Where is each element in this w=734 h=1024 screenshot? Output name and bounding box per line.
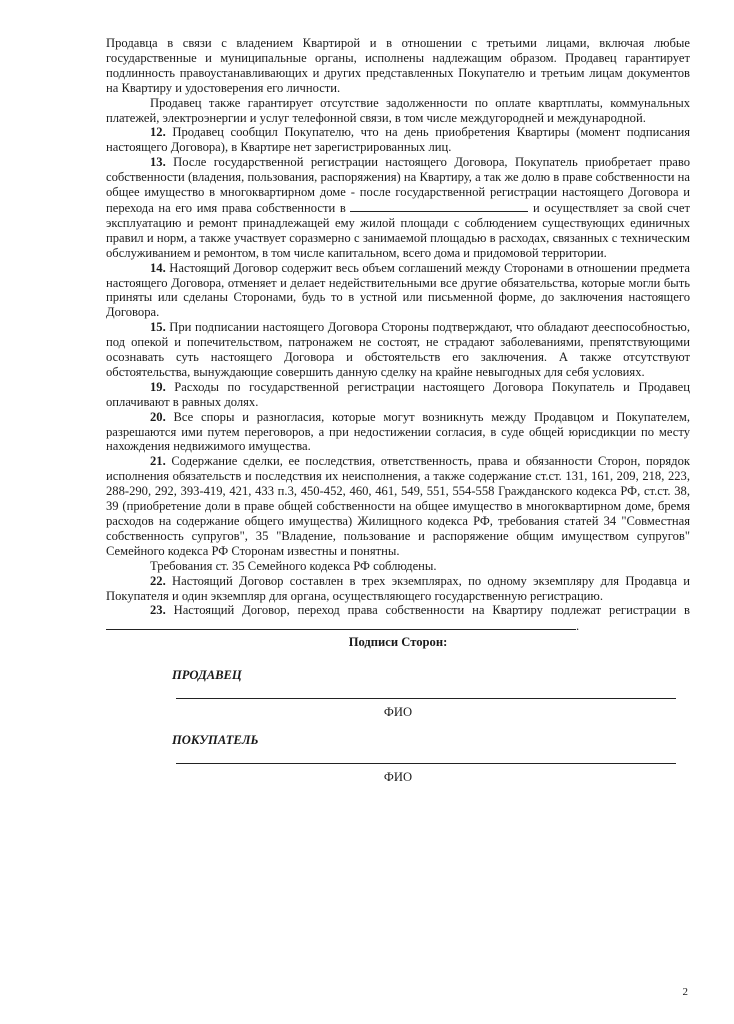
registration-authority-blank-field	[106, 618, 576, 630]
clause-text: При подписании настоящего Договора Стороны подтверждают, что обладают дееспособностью, под опекой и попечительством, патронажем не состоят, не страдают заболеваниями, препятствующими осознавать суть настоящего Договора и обстоятельств его заключения. А также отсутствуют обстоятельства, вынуждающие совершить данную сделку на крайне невыгодных для себя условиях.	[106, 320, 690, 379]
paragraph-22	[106, 574, 690, 604]
buyer-fio-label: ФИО	[383, 770, 413, 785]
clause-text: и осуществляет за свой счет эксплуатацию и ремонт принадлежащей ему жилой площади с соблюдением существующих единичных правил и норм, а также участвует соразмерно с занимаемой площадью в расходах, связанных с техническим обслуживанием и ремонтом, в том числе капитальном, всего дома и придомовой территории.	[106, 200, 690, 260]
buyer-label: ПОКУПАТЕЛЬ	[172, 733, 259, 748]
signatures-title: Подписи Сторон:	[348, 635, 448, 650]
seller-fio-label: ФИО	[383, 705, 413, 720]
paragraph-21	[106, 454, 690, 558]
document-body	[106, 36, 690, 785]
clause-text: Настоящий Договор, переход права собственности на Квартиру подлежат регистрации в	[165, 603, 690, 618]
clause-number: 14.	[150, 260, 166, 275]
clause-number: 21.	[150, 454, 166, 469]
seller-label: ПРОДАВЕЦ	[172, 668, 242, 683]
clause-number: 19.	[150, 379, 166, 394]
paragraph-12	[106, 125, 690, 155]
paragraph-15	[106, 320, 690, 380]
paragraph-debts: Продавец также гарантирует отсутствие задолженности по оплате квартплаты, коммунальных платежей, электроэнергии и услуг телефонной связи, в том числе междугородней и международной.	[106, 95, 690, 125]
registration-blank-field	[350, 200, 528, 212]
clause-text: Все споры и разногласия, которые могут возникнуть между Продавцом и Покупателем, разрешаются ими путем переговоров, а при недостижении согласия, в суде общей юрисдикции по месту нахождения недвижимого имущества.	[106, 409, 690, 454]
clause-number: 12.	[150, 125, 166, 140]
clause-end-period: .	[576, 619, 580, 634]
paragraph-13	[106, 155, 690, 260]
paragraph-19	[106, 380, 690, 410]
clause-text: Расходы по государственной регистрации настоящего Договора Покупатель и Продавец оплачивают в равных долях.	[106, 379, 690, 409]
clause-text: После государственной регистрации настоящего Договора, Покупатель приобретает право собственности (владения, пользования, распоряжения) на Квартиру, а так же долю в праве собственности на общее имущество в многоквартирном доме - после государственной регистрации настоящего Договора и перехода на его имя права собственности в	[106, 155, 690, 215]
paragraph-seller-guarantee: Продавца в связи с владением Квартирой и в отношении с третьими лицами, включая любые государственные и муниципальные органы, исполнены надлежащим образом. Продавец гарантирует подлинность правоустанавливающих и других представленных Покупателю и третьим лицам документов на Квартиру и удостоверения его личности.	[106, 36, 690, 95]
paragraph-23	[106, 603, 690, 634]
clause-number: 22.	[150, 573, 166, 588]
paragraph-14	[106, 261, 690, 321]
clause-text: Продавец сообщил Покупателю, что на день приобретения Квартиры (момент подписания настоящего Договора), в Квартире нет зарегистрированных лиц.	[106, 125, 690, 155]
clause-number: 15.	[150, 320, 166, 335]
clause-text: Настоящий Договор содержит весь объем соглашений между Сторонами в отношении предмета настоящего Договора, отменяет и делает недействительными все другие обязательства, которые могли быть приняты или сделаны Сторонами, будь то в устной или письменной форме, до заключения настоящего Договора.	[106, 260, 690, 320]
clause-text: Содержание сделки, ее последствия, ответственность, права и обязанности Сторон, порядок исполнения обязательств и последствия их неисполнения, а также содержание ст.ст. 131, 161, 209, 218, 223, 288-290, 292, 393-419, 421, 433 п.3, 450-452, 460, 461, 549, 551, 554-558 Гражданского кодекса РФ, ст.ст. 38, 39 (приобретение доли в праве общей собственности на общее имущество в многоквартирном доме, бремя расходов на содержание общего имущества) Жилищного кодекса РФ, требования статей 34 "Совместная собственность супругов", 35 "Владение, пользование и распоряжение общим имуществом супругов" Семейного кодекса РФ Сторонам известны и понятны.	[106, 454, 690, 558]
clause-number: 23.	[150, 603, 166, 618]
paragraph-20	[106, 410, 690, 455]
clause-number: 13.	[150, 155, 166, 170]
clause-text: Настоящий Договор составлен в трех экземплярах, по одному экземпляру для Продавца и Покупателя и один экземпляр для органа, осуществляющего государственную регистрацию.	[106, 573, 690, 603]
paragraph-21-requirements: Требования ст. 35 Семейного кодекса РФ соблюдены.	[150, 558, 437, 573]
clause-number: 20.	[150, 409, 166, 424]
page-number: 2	[682, 986, 688, 998]
